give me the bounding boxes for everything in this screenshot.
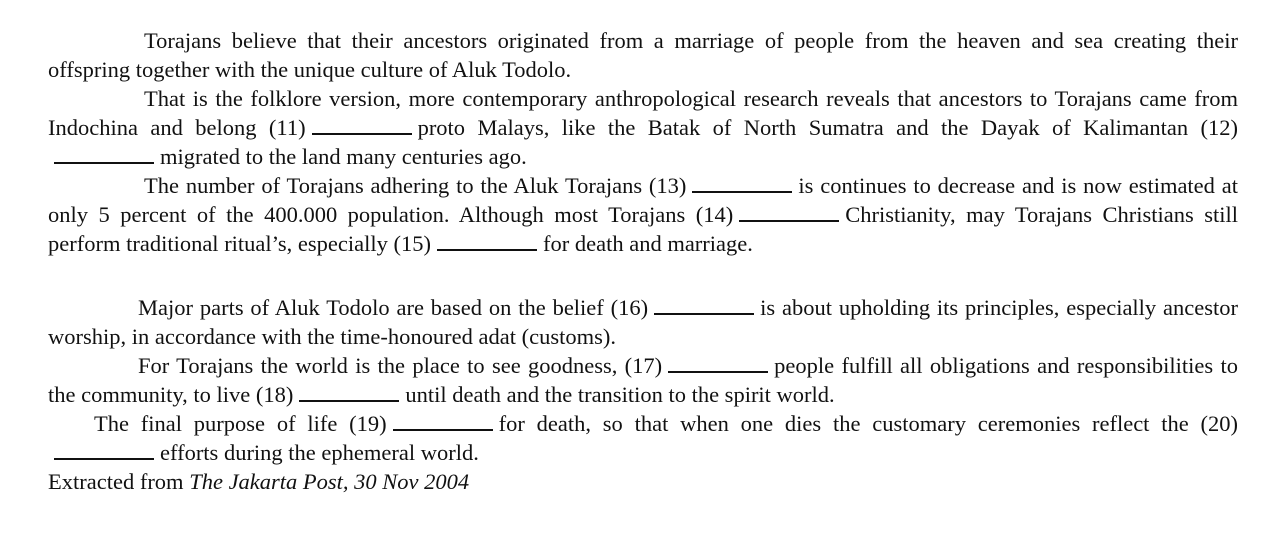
blank-14: [739, 204, 839, 222]
text-segment: That is the folklore version, more contemporary anthropological research reveals that ancestors to Torajans came from Indochina and belong (11): [48, 86, 1238, 140]
blank-15: [437, 233, 537, 251]
text-segment: proto Malays, like the Batak of North Sumatra and the Dayak of Kalimantan (12): [417, 115, 1238, 140]
text-segment: until death and the transition to the spirit world.: [405, 382, 835, 407]
paragraph-beliefs: [48, 293, 1238, 351]
citation-publication: The Jakarta Post, 30 Nov 2004: [189, 469, 470, 494]
text-segment: for death, so that when one dies the customary ceremonies reflect the (20): [498, 411, 1238, 436]
text-segment: For Torajans the world is the place to see goodness, (17): [138, 353, 663, 378]
document-body: [48, 26, 1238, 496]
blank-18: [299, 384, 399, 402]
blank-17: [668, 355, 768, 373]
text-segment: is about upholding its principles, especially ancestor worship, in accordance with the time-honoured adat (customs).: [48, 295, 1238, 349]
blank-16: [654, 297, 754, 315]
blank-13: [692, 175, 792, 193]
blank-12: [54, 146, 154, 164]
paragraph-gap: [48, 258, 1238, 293]
paragraph-goodness: [48, 351, 1238, 409]
blank-20: [54, 442, 154, 460]
text-segment: people fulfill all obligations and responsibilities to the community, to live (18): [48, 353, 1238, 407]
source-citation: [48, 467, 1238, 496]
text-segment: The final purpose of life (19): [94, 411, 387, 436]
text-segment: Major parts of Aluk Todolo are based on the belief (16): [138, 295, 649, 320]
paragraph-origin-myth: Torajans believe that their ancestors originated from a marriage of people from the heaven and sea creating their offspring together with the unique culture of Aluk Todolo.: [48, 28, 1238, 82]
text-segment: Christianity, may Torajans Christians still perform traditional ritual’s, especially (15): [48, 202, 1238, 256]
text-segment: efforts during the ephemeral world.: [160, 440, 479, 465]
text-segment: migrated to the land many centuries ago.: [160, 144, 527, 169]
text-segment: is continues to decrease and is now estimated at only 5 percent of the 400.000 population. Although most Torajans (14): [48, 173, 1238, 227]
text-segment: for death and marriage.: [543, 231, 753, 256]
paragraph-purpose: [48, 409, 1238, 467]
paragraph-research: [48, 84, 1238, 171]
blank-19: [393, 413, 493, 431]
text-segment: The number of Torajans adhering to the Aluk Torajans (13): [144, 173, 687, 198]
blank-11: [312, 117, 412, 135]
citation-prefix: Extracted from: [48, 469, 190, 494]
paragraph-adherents: [48, 171, 1238, 258]
